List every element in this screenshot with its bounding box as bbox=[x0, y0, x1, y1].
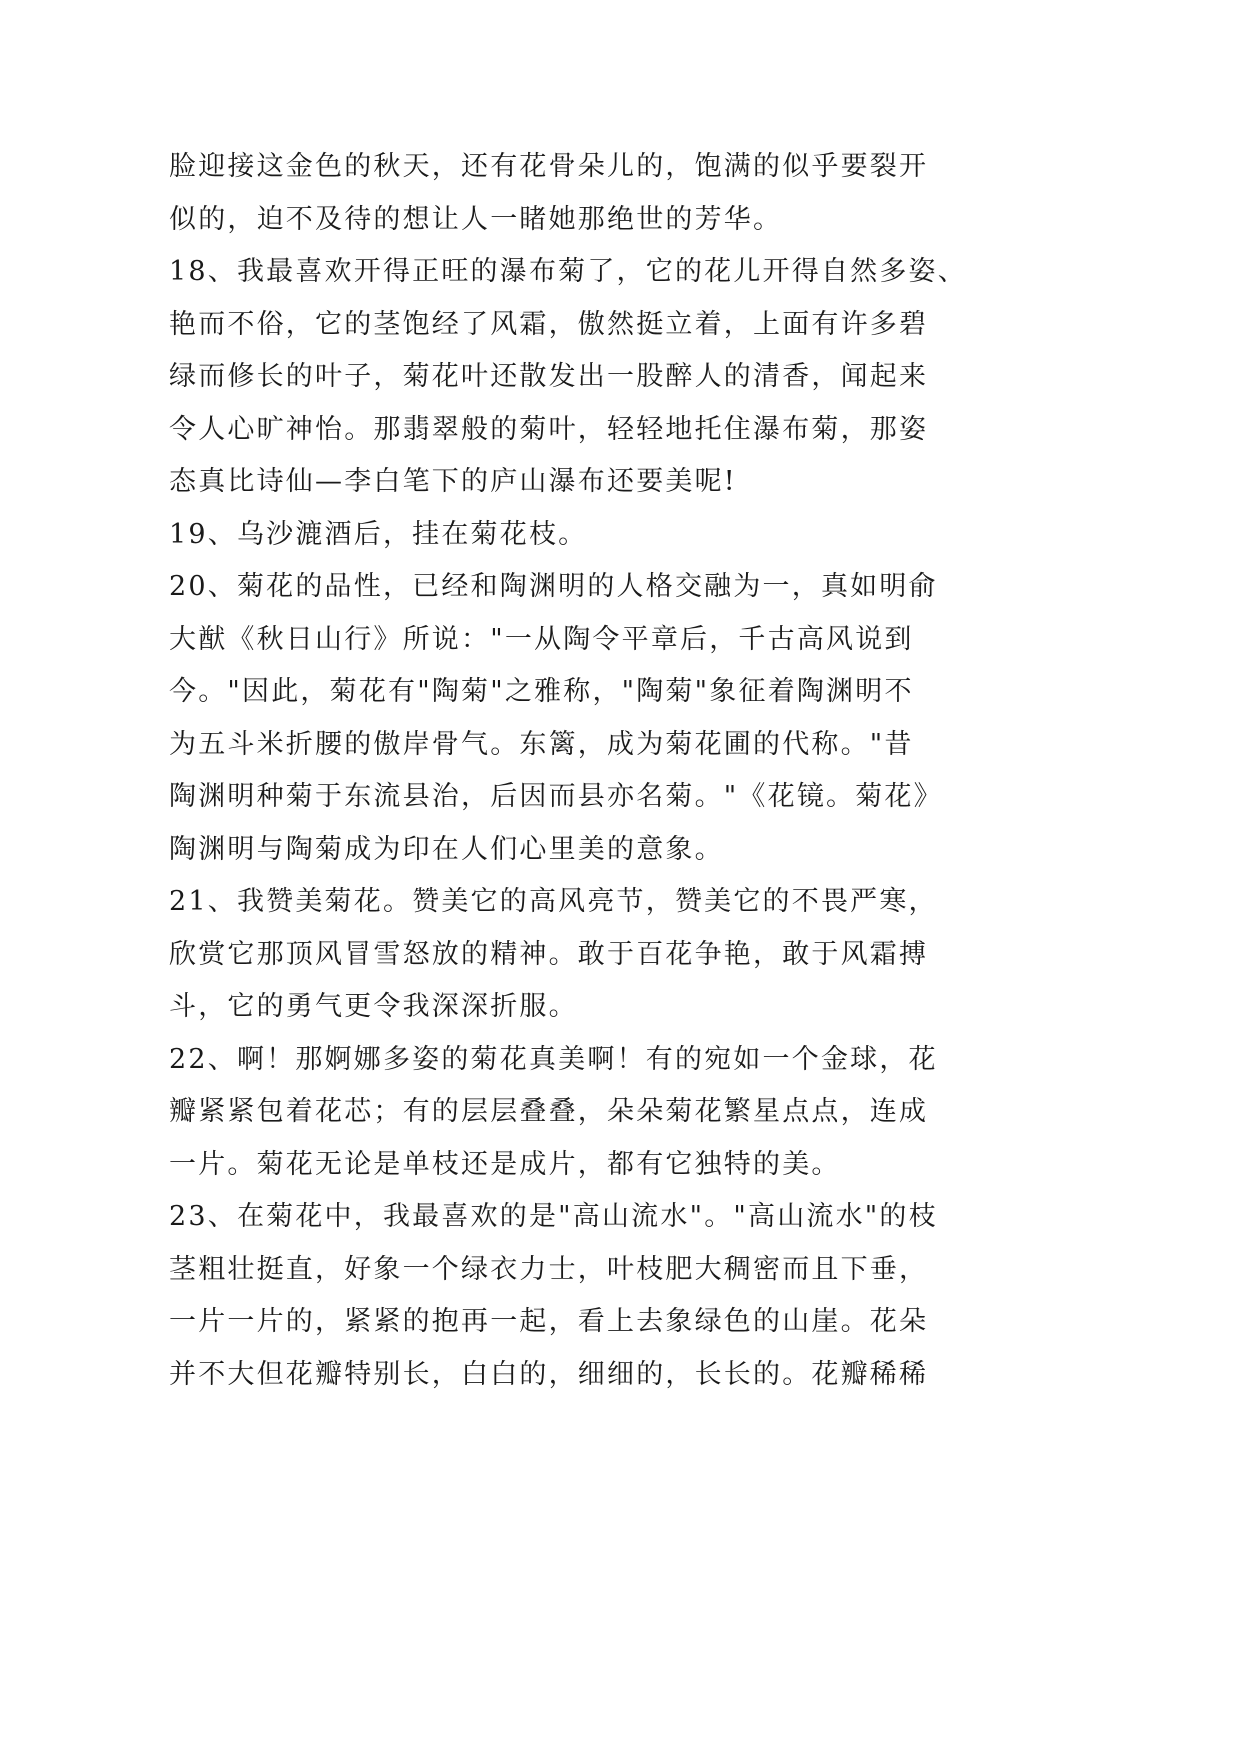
text-line: 23、在菊花中，我最喜欢的是"高山流水"。"高山流水"的枝 bbox=[169, 1201, 938, 1232]
text-line: 陶渊明种菊于东流县治，后因而县亦名菊。"《花镜。菊花》 bbox=[169, 781, 943, 812]
text-line: 一片。菊花无论是单枝还是成片，都有它独特的美。 bbox=[169, 1148, 841, 1180]
text-line: 大猷《秋日山行》所说："一从陶令平章后，千古高风说到 bbox=[169, 623, 914, 655]
text-line: 并不大但花瓣特别长，白白的，细细的，长长的。花瓣稀稀 bbox=[169, 1358, 929, 1390]
body-text bbox=[169, 141, 967, 1401]
text-line: 脸迎接这金色的秋天，还有花骨朵儿的，饱满的似乎要裂开 bbox=[169, 151, 929, 182]
text-line: 茎粗壮挺直，好象一个绿衣力士，叶枝肥大稠密而且下垂， bbox=[169, 1253, 929, 1285]
text-line: 绿而修长的叶子，菊花叶还散发出一股醉人的清香，闻起来 bbox=[169, 361, 929, 392]
text-line: 20、菊花的品性，已经和陶渊明的人格交融为一，真如明俞 bbox=[169, 571, 938, 602]
text-line: 令人心旷神怡。那翡翠般的菊叶，轻轻地托住瀑布菊，那姿 bbox=[169, 413, 929, 445]
text-line: 21、我赞美菊花。赞美它的高风亮节，赞美它的不畏严寒， bbox=[169, 886, 938, 917]
text-line: 似的，迫不及待的想让人一睹她那绝世的芳华。 bbox=[169, 203, 783, 235]
text-line: 艳而不俗，它的茎饱经了风霜，傲然挺立着，上面有许多碧 bbox=[169, 308, 929, 340]
text-line: 18、我最喜欢开得正旺的瀑布菊了，它的花儿开得自然多姿、 bbox=[169, 256, 967, 287]
text-line: 19、乌沙漉酒后，挂在菊花枝。 bbox=[169, 518, 588, 550]
text-line: 瓣紧紧包着花芯；有的层层叠叠，朵朵菊花繁星点点，连成 bbox=[169, 1096, 929, 1127]
text-line: 为五斗米折腰的傲岸骨气。东篱，成为菊花圃的代称。"昔 bbox=[169, 728, 914, 760]
text-line: 一片一片的，紧紧的抱再一起，看上去象绿色的山崖。花朵 bbox=[169, 1306, 929, 1337]
text-line: 欣赏它那顶风冒雪怒放的精神。敢于百花争艳，敢于风霜搏 bbox=[169, 938, 929, 970]
text-line: 态真比诗仙—李白笔下的庐山瀑布还要美呢! bbox=[169, 466, 737, 497]
text-line: 今。"因此，菊花有"陶菊"之雅称，"陶菊"象征着陶渊明不 bbox=[169, 676, 914, 707]
text-line: 陶渊明与陶菊成为印在人们心里美的意象。 bbox=[169, 833, 724, 865]
text-line: 斗，它的勇气更令我深深折服。 bbox=[169, 991, 578, 1022]
text-line: 22、啊！那婀娜多姿的菊花真美啊！有的宛如一个金球，花 bbox=[169, 1043, 938, 1075]
